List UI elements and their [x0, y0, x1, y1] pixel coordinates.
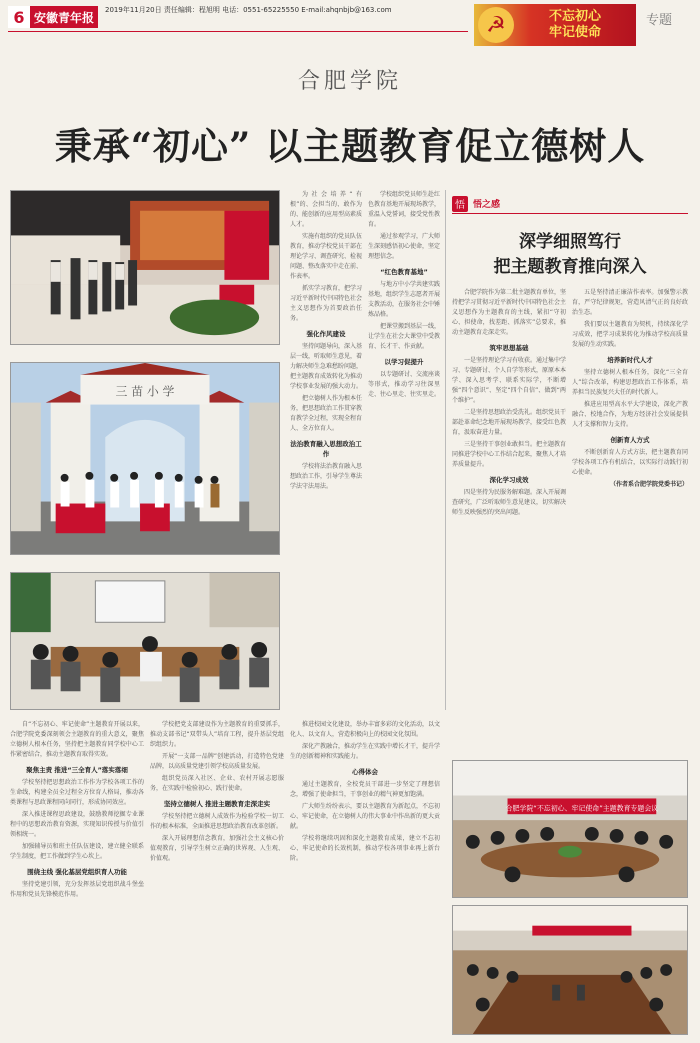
- sidebar-column-2: 五是坚持清正廉洁作表率。加强警示教育，严守纪律规矩，营造风清气正的良好政治生态。 我们要以主题教育为契机，持续深化学习成效，把学习成果转化为推动学校高质量发展的生动实践。 培养新时代人才 坚持立德树人根本任务，深化“三全育人”综合改革，构建思想政治工作体系，培养担当民族复兴大任的时代新人。 推进应用型高水平大学建设，深化产教融合、校地合作，为地方经济社会发展提供人才支撑和智力支持。 创新育人方式 不断创新育人方式方法，把主题教育同学校各项工作有机结合，以实际行动践行初心使命。 （作者系合肥学院党委书记）: [572, 289, 688, 488]
- photo-conference-1: [452, 760, 688, 898]
- photo-museum-visit: [10, 190, 280, 345]
- section-label: 专题: [646, 13, 673, 28]
- article-column-bottom-2: 学校把党支部建设作为主题教育的重要抓手，推动支部书记“双带头人”培育工程，提升基层党组织组织力。 开展“一支部一品牌”创建活动，打造特色党建品牌，以高质量党建引领学校高质量发展。 组织党员深入社区、企业、农村开展志愿服务，在实践中检验初心、践行使命。 坚持立德树人 推进主题教育走深走实 学校坚持把立德树人成效作为检验学校一切工作的根本标准，全面推进思想政治教育改革创新。 深入开展理想信念教育，加强社会主义核心价值观教育，引导学生树立正确的世界观、人生观、价值观。: [150, 721, 284, 862]
- paper-name: 安徽青年报: [34, 10, 95, 25]
- photo-conference-2: [452, 905, 688, 1035]
- page-number: 6: [8, 6, 30, 28]
- subheading: 围绕主线 强化基层党组织育人功能: [27, 868, 127, 876]
- page-badge: [8, 6, 98, 28]
- campaign-banner: [474, 4, 636, 46]
- subheading: 以学习促提升: [384, 358, 424, 366]
- university-name: 合肥学院: [297, 69, 402, 94]
- photo-student-meeting: [10, 572, 280, 710]
- tag-text: 悟之感: [473, 200, 501, 210]
- sidebar-title: [452, 230, 688, 280]
- page-header: [0, 0, 700, 40]
- subheading: 心得体会: [352, 768, 378, 776]
- tag-icon: 悟: [452, 196, 468, 212]
- subheading: 坚持立德树人 推进主题教育走深走实: [163, 800, 271, 808]
- sidebar-title-line-1: 深学细照笃行: [519, 232, 621, 252]
- subheading: 创新育人方式: [610, 436, 650, 444]
- sidebar-title-line-2: 把主题教育推向深入: [493, 257, 647, 277]
- article-column-3: 学校组织党员师生赴红色教育基地开展现场教学，重温入党誓词，接受党性教育。 通过参观学习，广大师生深刻感悟初心使命，坚定理想信念。 “红色教育基地” 与地方中小学共建实践基地，组织学生志愿者开展支教活动，在服务社会中锤炼品格。 把课堂搬到基层一线，让学生在社会大课堂中受教育、长才干、作贡献。 以学习促提升 以专题研讨、交流座谈等形式，推动学习往深里走、往心里走、往实里走。: [368, 191, 440, 398]
- photo-school-gate: [10, 362, 280, 555]
- sidebar-column-1: 合肥学院作为第二批主题教育单位，坚持把学习贯彻习近平新时代中国特色社会主义思想作为主题教育的主线，紧扣“守初心、担使命，找差距、抓落实”总要求，推动主题教育走深走实。 筑牢思想基础 一是坚持理论学习有收获。通过集中学习、专题研讨、个人自学等形式，原原本本学、深入思考学、联系实际学，不断增强“四个意识”、坚定“四个自信”、做到“两个维护”。 二是坚持思想政治受洗礼。组织党员干部赴革命纪念地开展现场教学，接受红色教育，汲取奋进力量。 三是坚持干事创业敢担当。把主题教育同推进学校中心工作结合起来，聚焦人才培养质量提升。 深化学习成效 四是坚持为民服务解难题。深入开展调查研究，广泛听取师生意见建议，切实解决师生反映强烈的突出问题。: [452, 289, 566, 516]
- subheading: 聚焦主责 推进“三全育人”落实落细: [26, 766, 128, 774]
- party-emblem-icon: ☭: [478, 7, 514, 43]
- header-divider: [8, 31, 468, 32]
- subheading: 筑牢思想基础: [489, 344, 529, 352]
- article-column-bottom-1: 自“不忘初心、牢记使命”主题教育开展以来，合肥学院党委深刻领会主题教育的重大意义，聚焦立德树人根本任务，坚持把主题教育同学校中心工作紧密结合，推动主题教育取得实效。 聚焦主责 推进“三全育人”落实落细 学校坚持把思想政治工作作为学校各项工作的生命线，构建全员全过程全方位育人格局，推动各类课程与思政课程同向同行，形成协同效应。 深入推进课程思政建设，鼓励教师挖掘专业课程中的思想政治教育资源，实现知识传授与价值引领相统一。 加强辅导员和班主任队伍建设，建立健全联系学生制度，把工作做到学生心坎上。 围绕主线 强化基层党组织育人功能 坚持党建引领，充分发挥基层党组织战斗堡垒作用和党员先锋模范作用。: [10, 721, 144, 898]
- campaign-line-1: 不忘初心: [548, 9, 601, 24]
- subheading: 强化作风建设: [306, 330, 346, 338]
- column-rule: [445, 190, 446, 710]
- banner-text: 合肥学院“不忘初心、牢记使命”主题教育专题会议: [505, 804, 659, 813]
- sidebar-tag: [452, 194, 688, 214]
- article-column-2: 为社会培养“有根”的、会担当的、敢作为的、能创新的应用型高素质人才。 实施有组织的党员队伍教育，推动学校党员干部在理论学习、调查研究、检视问题、整改落实中走在前、作表率。 抓实学习教育，把学习习近平新时代中国特色社会主义思想作为首要政治任务。 强化作风建设 坚持问题导向，深入基层一线，听取师生意见，着力解决师生急难愁盼问题，把主题教育成效转化为推动学校事业发展的强大动力。 把立德树人作为根本任务，把思想政治工作贯穿教育教学全过程，实现全程育人、全方位育人。 法治教育融入思想政治工作 学校将法治教育融入思想政治工作，引导学生尊法学法守法用法。: [290, 191, 362, 490]
- campaign-line-2: 牢记使命: [548, 25, 601, 40]
- subheading: 深化学习成效: [489, 476, 529, 484]
- sidebar-signature: （作者系合肥学院党委书记）: [609, 481, 688, 488]
- subheading: 培养新时代人才: [607, 356, 653, 364]
- article-title: 秉承“初心” 以主题教育促立德树人: [54, 124, 646, 168]
- subheading: 法治教育融入思想政治工作: [290, 440, 362, 458]
- article-column-bottom-3: 推进校园文化建设，举办丰富多彩的文化活动，以文化人、以文育人，营造积极向上的校园文化氛围。 深化产教融合，推动学生在实践中增长才干，提升学生的创新精神和实践能力。 心得体会 通过主题教育，全校党员干部进一步坚定了理想信念，增强了使命担当，干事创业的精气神更加饱满。 广大师生纷纷表示，要以主题教育为新起点，不忘初心、牢记使命，在立德树人的伟大事业中作出新的更大贡献。 学校将继续巩固和深化主题教育成果，建立不忘初心、牢记使命的长效机制，推动学校各项事业再上新台阶。: [290, 721, 440, 862]
- header-info: 2019年11月20日 责任编辑：程旭明 电话：0551-65225550 E-mail:ahqnbjb@163.com: [105, 6, 392, 14]
- subheading: “红色教育基地”: [380, 268, 428, 276]
- gate-text: 三 苗 小 学: [115, 384, 175, 399]
- campaign-slogan: [514, 9, 636, 41]
